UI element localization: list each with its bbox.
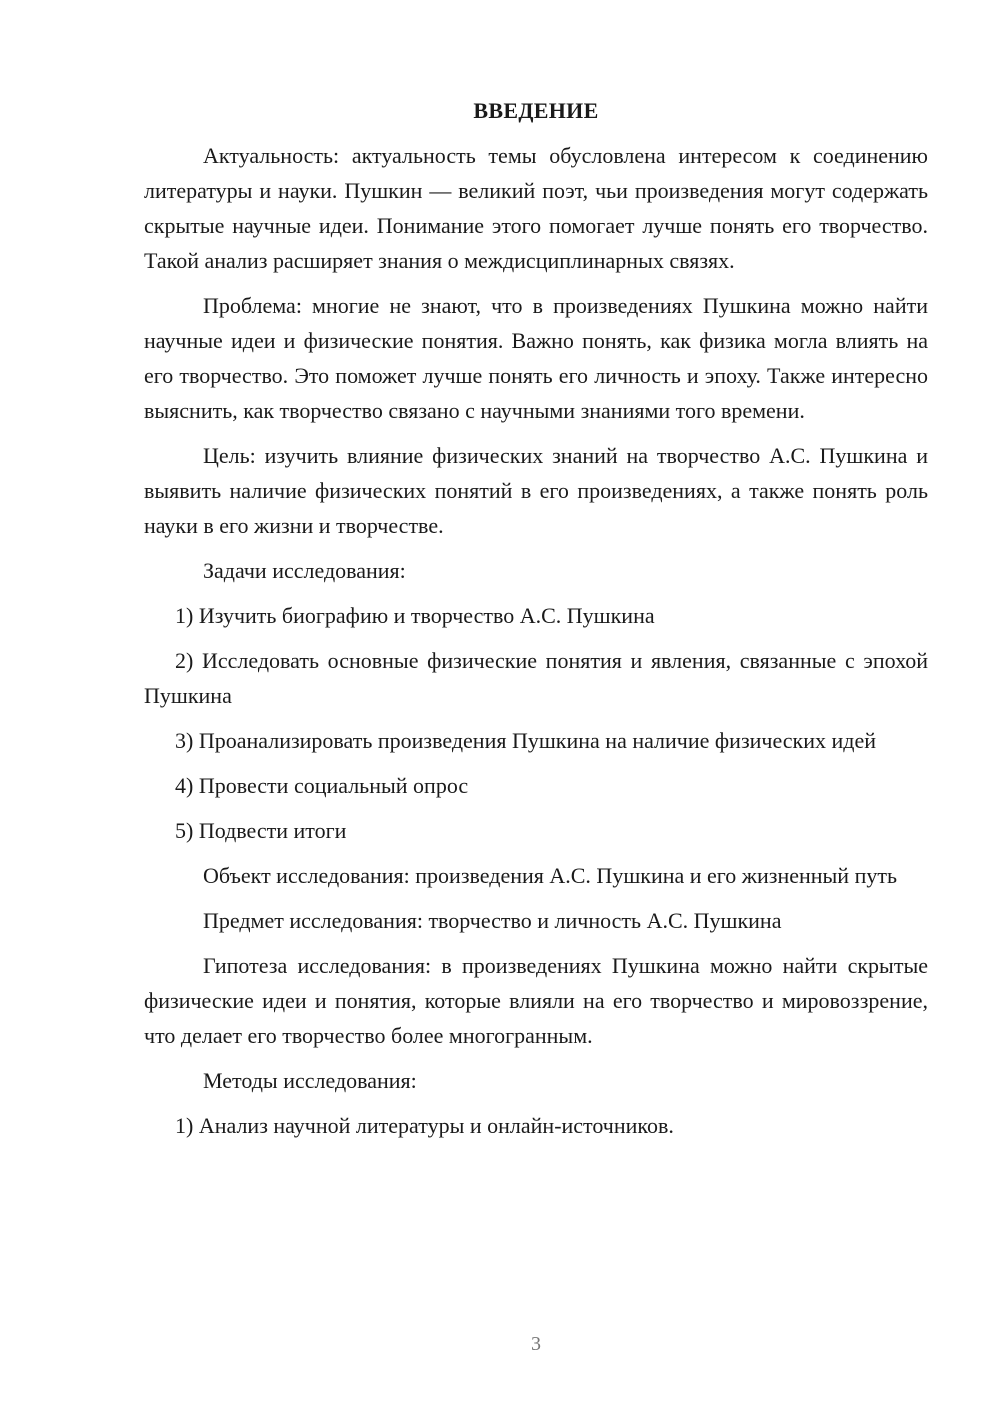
- section-title: ВВЕДЕНИЕ: [473, 98, 599, 123]
- paragraph-goal: Цель: изучить влияние физических знаний на творчество А.С. Пушкина и выявить наличие физических понятий в его произведениях, а также понять роль науки в его жизни и творчестве.: [144, 443, 928, 538]
- paragraph-hypothesis: Гипотеза исследования: в произведениях Пушкина можно найти скрытые физические идеи и понятия, которые влияли на его творчество и мировоззрение, что делает его творчество более многогранным.: [144, 953, 928, 1048]
- task-item-2: 2) Исследовать основные физические понятия и явления, связанные с эпохой Пушкина: [144, 648, 928, 708]
- task-item-1: 1) Изучить биографию и творчество А.С. Пушкина: [175, 603, 655, 628]
- paragraph-object: Объект исследования: произведения А.С. Пушкина и его жизненный путь: [203, 863, 897, 888]
- methods-heading: Методы исследования:: [203, 1068, 417, 1093]
- task-item-3: 3) Проанализировать произведения Пушкина на наличие физических идей: [175, 728, 877, 753]
- task-item-4: 4) Провести социальный опрос: [175, 773, 469, 798]
- method-item-1: 1) Анализ научной литературы и онлайн-источников.: [175, 1113, 674, 1138]
- page-number: 3: [531, 1333, 541, 1355]
- tasks-heading: Задачи исследования:: [203, 558, 406, 583]
- paragraph-subject: Предмет исследования: творчество и личность А.С. Пушкина: [203, 908, 782, 933]
- paragraph-problem: Проблема: многие не знают, что в произведениях Пушкина можно найти научные идеи и физические понятия. Важно понять, как физика могла влиять на его творчество. Это поможет лучше понять его личность и эпоху. Также интересно выяснить, как творчество связано с научными знаниями того времени.: [144, 293, 928, 423]
- paragraph-relevance: Актуальность: актуальность темы обусловлена интересом к соединению литературы и науки. Пушкин — великий поэт, чьи произведения могут содержать скрытые научные идеи. Понимание этого помогает лучше понять его творчество. Такой анализ расширяет знания о междисциплинарных связях.: [144, 143, 928, 273]
- document-page: [144, 96, 928, 1153]
- task-item-5: 5) Подвести итоги: [175, 818, 347, 843]
